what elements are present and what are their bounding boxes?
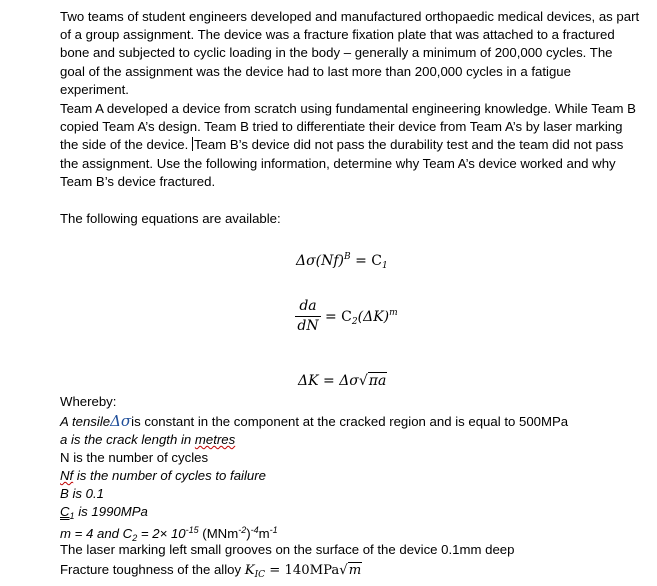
whereby-heading: Whereby: — [60, 394, 117, 409]
tensile-label: A tensile — [60, 414, 111, 429]
toughness-label: Fracture toughness of the alloy — [60, 562, 245, 577]
basquin-sub: 1 — [382, 261, 388, 271]
nf-desc: is the number of cycles to failure — [73, 468, 266, 483]
basquin-equation — [296, 252, 388, 271]
toughness-value: = 140MPa — [265, 563, 340, 578]
whereby-line-crack-length — [60, 431, 235, 449]
k-symbol: K — [244, 563, 255, 578]
paris-fraction — [295, 298, 321, 335]
intro-paragraph-2 — [60, 100, 640, 191]
c2-unit-a: (MNm — [198, 526, 239, 541]
c2-unit-exp-c: -1 — [269, 525, 278, 535]
intro-paragraph-1: Two teams of student engineers developed and manufactured orthopaedic medical devices, as part of a group assignment. The device was a fracture fixation plate that was attached to a fractured bone and subjected to cyclic loading in the body – generally a minimum of 200,000 cycles. The goal of the assignment was the device had to last more than 200,000 cycles in a fatigue experiment. — [60, 9, 640, 97]
basquin-lhs: Δσ(Nf) — [296, 253, 345, 269]
intro-paragraph-2a: Team A developed a device from scratch using fundamental engineering knowledge. While Team B copied Team A’s design. Team B tried to differentiate their device from Team A’s by laser marking the side of the device. — [60, 101, 636, 153]
whereby-line-laser: The laser marking left small grooves on the surface of the device 0.1mm deep — [60, 542, 515, 557]
c2-unit-c: m — [258, 526, 270, 541]
stress-intensity-lhs: ΔK = Δσ — [298, 373, 359, 389]
paris-denominator: dN — [297, 318, 319, 334]
k-sub: IC — [254, 570, 266, 580]
m-c2-label: m = 4 and C — [60, 526, 133, 541]
crack-length-label: a is the crack length in — [60, 432, 195, 447]
c2-exponent: -15 — [185, 525, 199, 535]
text-cursor — [192, 137, 193, 151]
c2-unit-exp-a: -2 — [238, 525, 247, 535]
paris-numerator: da — [299, 298, 317, 314]
basquin-equals: = C — [355, 253, 383, 269]
paris-equation — [325, 308, 398, 327]
whereby-line-tensile — [60, 412, 568, 431]
stress-intensity-root: πa — [368, 373, 387, 389]
c1-sub: 1 — [69, 511, 75, 521]
c2-value: = 2× 10 — [137, 526, 186, 541]
stress-intensity-equation: ΔK = Δσ√πa — [298, 373, 387, 389]
c1-value: is 1990MPa — [74, 504, 148, 519]
tensile-desc: is constant in the component at the cracked region and is equal to 500MPa — [131, 414, 569, 429]
whereby-line-toughness: Fracture toughness of the alloy $K_{IC} = 140MPa√m$ — [60, 562, 362, 580]
paris-exponent: m — [389, 308, 398, 318]
paris-equals: = C — [325, 309, 352, 325]
whereby-line-cycles: N is the number of cycles — [60, 450, 209, 465]
equations-heading: The following equations are available: — [60, 211, 281, 226]
intro-paragraph-2b: Team B’s device did not pass the durability test and the team did not pass the assignment. Use the following information, determine why Team A’s device worked and why Team B’s device fractured. — [60, 137, 624, 189]
c2-sub: 2 — [132, 533, 138, 543]
crack-length-unit: metres — [194, 432, 236, 447]
nf-symbol: Nf — [60, 468, 74, 483]
paris-rhs: (ΔK) — [357, 309, 390, 325]
c2-unit-exp-b: -4 — [250, 525, 259, 535]
c1-symbol: C — [60, 504, 70, 519]
whereby-line-nf — [60, 467, 266, 485]
fraction-bar — [295, 316, 321, 317]
c2-unit-b: ) — [246, 526, 251, 541]
paris-sub: 2 — [351, 317, 358, 327]
whereby-line-b: B is 0.1 — [60, 486, 104, 501]
basquin-exponent: B — [344, 252, 351, 262]
toughness-root: m — [348, 563, 362, 578]
delta-sigma-symbol: Δσ — [110, 412, 132, 430]
